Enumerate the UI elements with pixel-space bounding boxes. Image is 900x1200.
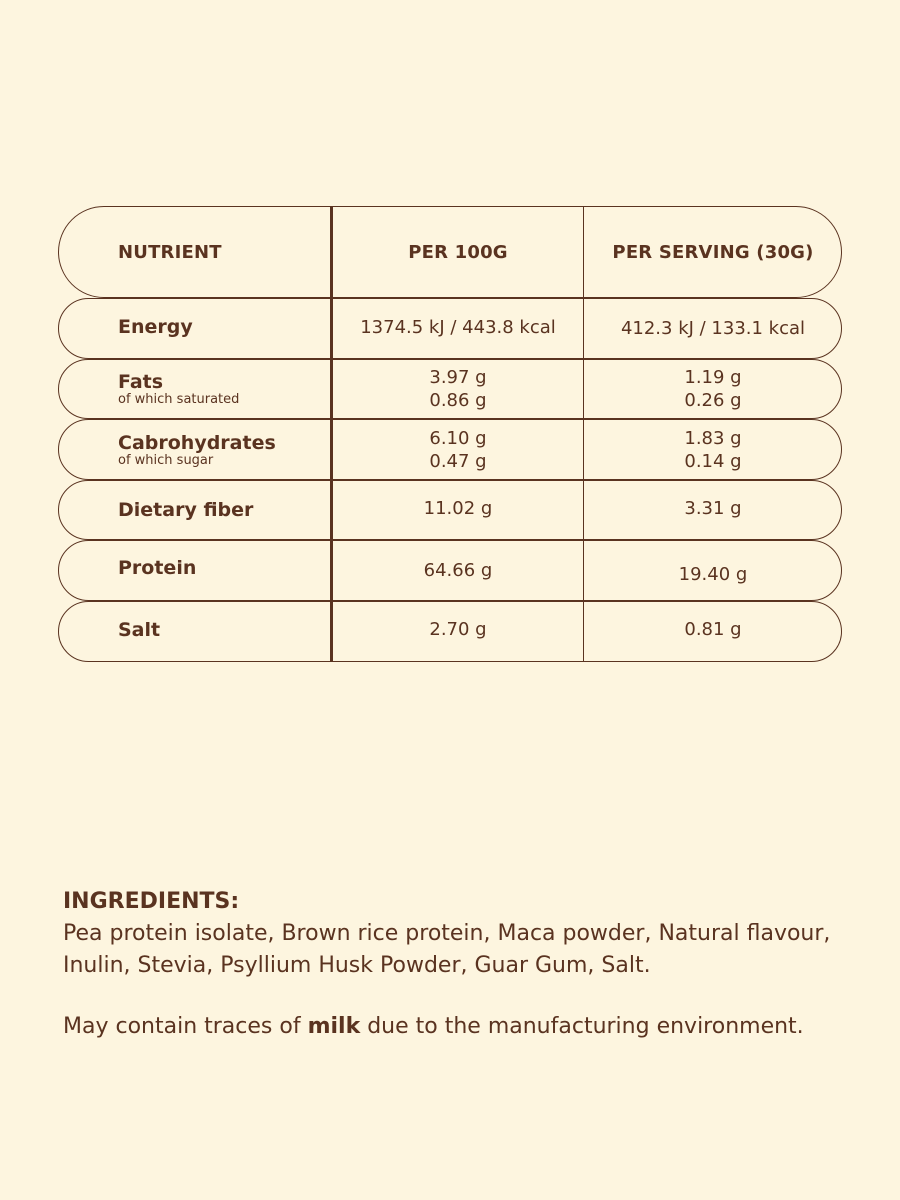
salt-per-100g: 2.70 g [429, 619, 487, 640]
sugar-per-100g: 0.47 g [429, 450, 487, 472]
allergen-notice [63, 1011, 853, 1043]
table-row-fats [118, 359, 328, 419]
fats-per-serving: 1.19 g [684, 367, 742, 388]
ingredients-title: INGREDIENTS: [63, 889, 240, 914]
table-row-energy [118, 298, 328, 359]
saturated-per-100g: 0.86 g [429, 390, 487, 411]
fats-per-100g: 3.97 g [429, 367, 487, 388]
nutrition-table [58, 206, 842, 662]
header-per-serving: PER SERVING (30G) [612, 241, 814, 263]
table-row-protein [118, 540, 328, 601]
saturated-per-serving: 0.26 g [684, 390, 742, 411]
fiber-per-serving: 3.31 g [684, 497, 742, 519]
protein-per-100g: 64.66 g [423, 560, 493, 581]
nutrient-name: Cabrohydrates [118, 431, 276, 454]
energy-per-100g-cell [332, 298, 584, 359]
header-per-100g: PER 100G [408, 241, 508, 263]
fats-per-100g-cell [332, 359, 584, 419]
nutrient-name: Protein [118, 556, 197, 579]
carbohydrates-per-serving-cell [584, 419, 842, 480]
protein-per-serving: 19.40 g [678, 563, 748, 585]
header-cell-per-100g [332, 206, 584, 298]
table-row-salt [118, 601, 328, 662]
sugar-per-serving: 0.14 g [684, 450, 742, 472]
fiber-per-serving-cell [584, 480, 842, 540]
fiber-per-100g-cell [332, 480, 584, 540]
carbohydrates-per-100g: 6.10 g [429, 427, 487, 449]
protein-per-serving-cell [584, 540, 842, 601]
table-row-fiber [118, 480, 328, 540]
nutrient-subname: of which sugar [118, 452, 214, 468]
energy-per-100g: 1374.5 kJ / 443.8 kcal [360, 316, 556, 338]
salt-per-serving: 0.81 g [684, 619, 742, 640]
fiber-per-100g: 11.02 g [423, 497, 493, 519]
salt-per-100g-cell [332, 601, 584, 662]
header-nutrient: NUTRIENT [118, 241, 222, 263]
energy-per-serving-cell [584, 298, 842, 359]
allergen-prefix: May contain traces of [63, 1014, 308, 1039]
nutrient-subname: of which saturated [118, 392, 240, 407]
allergen-highlight: milk [307, 1014, 361, 1039]
nutrient-name: Fats [118, 371, 164, 393]
carbohydrates-per-100g-cell [332, 419, 584, 480]
protein-per-100g-cell [332, 540, 584, 601]
nutrient-name: Dietary fiber [118, 499, 254, 521]
carbohydrates-per-serving: 1.83 g [684, 427, 742, 449]
salt-per-serving-cell [584, 601, 842, 662]
table-row-carbohydrates [118, 419, 328, 480]
nutrient-name: Salt [118, 618, 161, 641]
fats-per-serving-cell [584, 359, 842, 419]
energy-per-serving: 412.3 kJ / 133.1 kcal [620, 318, 806, 339]
ingredients-section [63, 886, 853, 982]
header-cell-nutrient [118, 206, 328, 298]
nutrient-name: Energy [118, 316, 193, 338]
header-cell-per-serving [584, 206, 842, 298]
allergen-suffix: due to the manufacturing environment. [360, 1014, 804, 1039]
ingredients-list: Pea protein isolate, Brown rice protein, Maca powder, Natural flavour, Inulin, Stevia, Psyllium Husk Powder, Guar Gum, Salt. [63, 921, 831, 978]
